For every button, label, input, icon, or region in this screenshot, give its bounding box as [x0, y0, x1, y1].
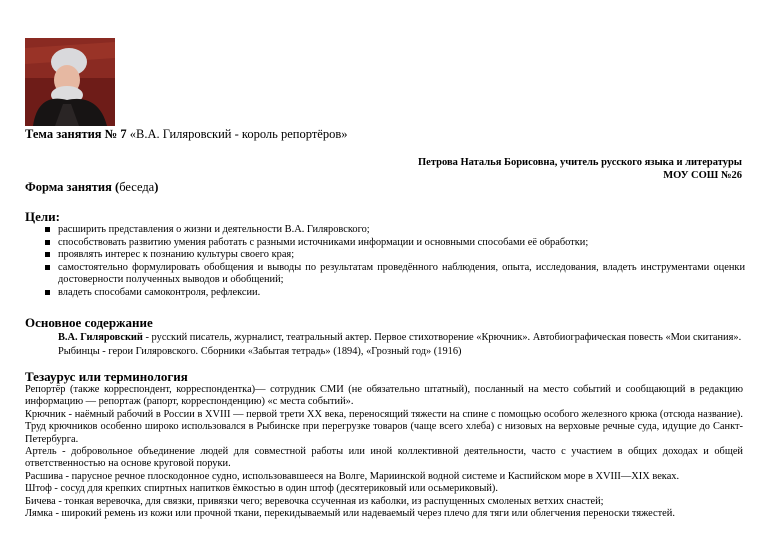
form-value: беседа: [119, 180, 155, 194]
content-name: В.А. Гиляровский: [58, 332, 143, 343]
goals-heading: Цели:: [25, 209, 60, 224]
list-item: расширить представления о жизни и деятельности В.А. Гиляровского;: [45, 224, 745, 237]
thesaurus-entry: Лямка - широкий ремень из кожи или прочной ткани, перекидываемый или надеваемый через плечо для тяги или облегчения переноски тяжестей.: [25, 508, 675, 520]
list-item: самостоятельно формулировать обобщения и выводы по результатам проведённого наблюдения, опыта, исследования, владеть инструментами оценки достоверности полученных выводов и обобщений;: [45, 262, 745, 287]
author-name: Петрова Наталья Борисовна, учитель русского языка и литературы: [418, 157, 742, 168]
thesaurus-entry: Расшива - парусное речное плоскодонное судно, использовавшееся на Волге, Мариинской водной системе и Каспийском море в XVIII—XIX веках.: [25, 470, 680, 482]
thesaurus-entry: Крючник - наёмный рабочий в России в XVIII — первой трети XX века, переносящий тяжести на спине с помощью особого железного крюка (отсюда название). Труд крючников особенно широко использовался в Рыбинске при перегрузке товаров (чаще всего хлеба) с низовых на верховые речные суда, идущие до Санкт-Петербурга.: [25, 408, 743, 445]
thesaurus-entry: Артель - добровольное объединение людей для совместной работы или иной коллективной деятельности, часто с участием в общих доходах и общей ответственностью на основе круговой поруки.: [25, 446, 743, 470]
thesaurus-entry: Репортёр (также корреспондент, корреспондентка)— сотрудник СМИ (не обязательно штатный), посланный на место событий и сообщающий в редакцию информацию — репортаж (рапорт, корреспонденцию) «с места событий».: [25, 384, 743, 408]
goals-list: [45, 224, 745, 300]
list-item: способствовать развитию умения работать с разными источниками информации и основными способами её обработки;: [45, 237, 745, 250]
thesaurus-entry: Бичева - тонкая веревочка, для связки, привязки чего; веревочка ссученная из каболки, из распущенных смоленых ветхих снастей;: [25, 495, 604, 507]
content-paragraph: [58, 331, 743, 359]
topic-label: Тема занятия № 7: [25, 127, 127, 141]
portrait-image: [25, 38, 115, 126]
list-item: владеть способами самоконтроля, рефлексии.: [45, 287, 745, 300]
thesaurus-heading: Тезаурус или терминология: [25, 369, 188, 384]
list-item: проявлять интерес к познанию культуры своего края;: [45, 249, 745, 262]
content-text: - русский писатель, журналист, театральный актер. Первое стихотворение «Крючник». Автобиографическая повесть «Мои скитания». Рыбинцы - герои Гиляровского. Сборники «Забытая тетрадь» (1894), «Грозный год» (1916): [58, 332, 742, 357]
topic-title: «В.А. Гиляровский - король репортёров»: [126, 127, 348, 141]
form-close: ): [154, 180, 159, 194]
content-heading: Основное содержание: [25, 315, 153, 330]
thesaurus-list: [25, 384, 743, 520]
author-info: [418, 156, 742, 182]
form-label: Форма занятия (: [25, 180, 120, 194]
topic-line: [25, 127, 347, 142]
lesson-form: [25, 180, 158, 195]
thesaurus-entry: Штоф - сосуд для крепких спиртных напитков ёмкостью в один штоф (десятериковый или осьмериковый).: [25, 483, 498, 495]
author-school: МОУ СОШ №26: [663, 170, 742, 181]
